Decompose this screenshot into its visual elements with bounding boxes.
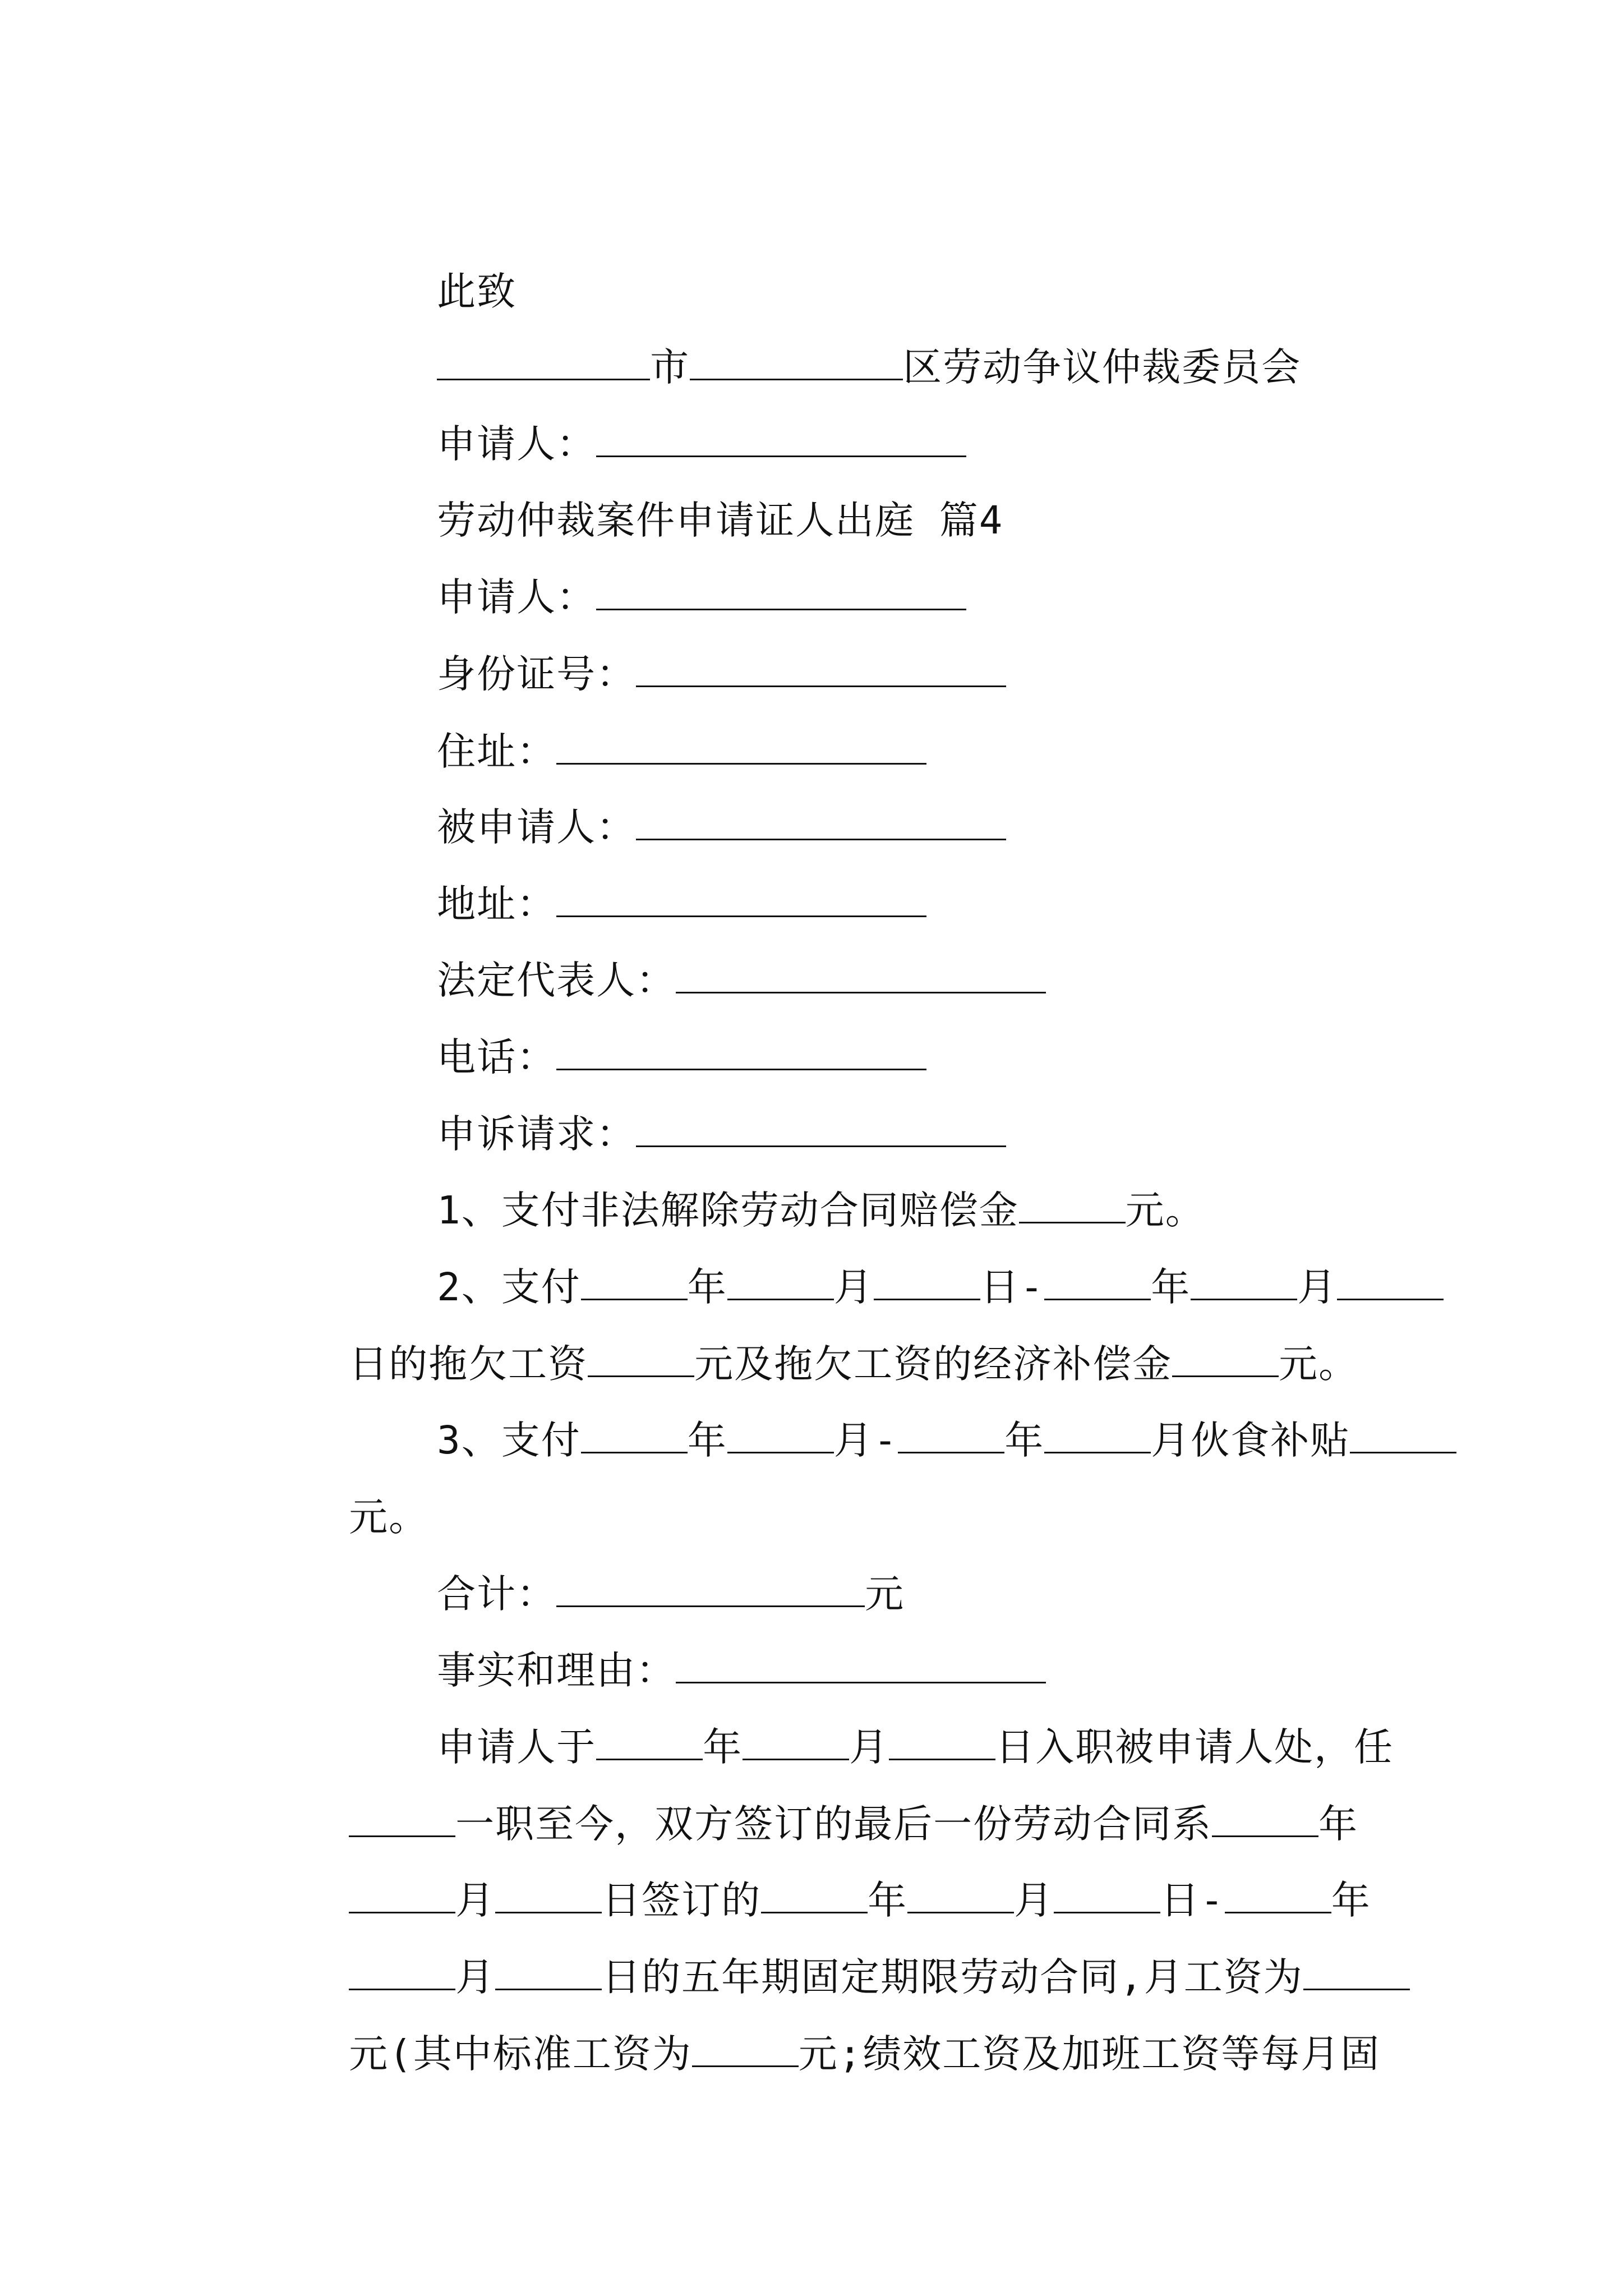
claim-text: 元。	[1279, 1342, 1359, 1387]
field-label: 住址：	[437, 729, 557, 774]
facts-text: 元;绩效工资及加班工资等每月固	[798, 2032, 1381, 2077]
claim-text: 元。	[1125, 1188, 1205, 1233]
date-blank[interactable]	[581, 1418, 688, 1453]
claim-text: 1、支付非法解除劳动合同赔偿金	[437, 1188, 1019, 1233]
facts-text: 一职至今，双方签订的最后一份劳动合同系	[455, 1802, 1212, 1847]
section-title-text: 劳动仲裁案件申请证人出庭 篇4	[437, 498, 1004, 543]
facts-label: 事实和理由：	[437, 1648, 676, 1693]
claim-2-line-1	[339, 1203, 1444, 1310]
applicant-sign-line	[339, 360, 966, 467]
applicant-sign-label: 申请人：	[437, 422, 597, 467]
closing-line	[339, 208, 517, 314]
claim-text: 月-	[833, 1418, 898, 1463]
facts-text: 年	[1331, 1878, 1371, 1923]
section-title	[339, 436, 1004, 543]
claim-3-line-1	[339, 1356, 1456, 1463]
claim-text: 年	[687, 1418, 727, 1463]
field-label: 申请人：	[437, 575, 597, 620]
field-label: 被申请人：	[437, 805, 637, 850]
field-address	[339, 668, 926, 774]
committee-suffix: 区劳动争议仲裁委员会	[903, 345, 1302, 390]
committee-line	[339, 283, 1302, 390]
claim-text: 月伙食补贴	[1151, 1418, 1350, 1463]
total-label: 合计：	[437, 1572, 557, 1617]
field-id-number	[339, 590, 1006, 697]
total-unit: 元	[865, 1572, 905, 1617]
date-blank[interactable]	[1044, 1418, 1151, 1453]
claim-text: 2、支付	[437, 1265, 581, 1310]
facts-text: 日-	[1160, 1878, 1225, 1923]
field-applicant	[339, 513, 966, 620]
facts-text: 年	[1318, 1802, 1359, 1847]
facts-text: 月	[849, 1725, 889, 1770]
claim-2-line-2	[251, 1280, 1359, 1387]
total-line	[339, 1510, 905, 1617]
amount-blank[interactable]	[692, 2032, 799, 2067]
field-respondent	[339, 743, 1006, 850]
claim-text: 年	[687, 1265, 727, 1310]
claim-text: 月	[833, 1265, 874, 1310]
claim-text: 年	[1004, 1418, 1045, 1463]
claim-text: 日的拖欠工资	[349, 1342, 588, 1387]
facts-text: 元(其中标准工资为	[349, 2032, 692, 2077]
field-claims	[339, 1050, 1006, 1157]
facts-text: 年	[703, 1725, 743, 1770]
field-label: 身份证号：	[437, 652, 637, 697]
claim-text: 元及拖欠工资的经济补偿金	[694, 1342, 1173, 1387]
facts-text: 日签订的	[602, 1878, 762, 1923]
facts-text: 日的五年期固定期限劳动合同,月工资为	[602, 1955, 1303, 2000]
facts-label-line	[339, 1586, 1046, 1693]
field-label: 地址：	[437, 882, 557, 927]
facts-text: 申请人于	[437, 1725, 597, 1770]
closing-text: 此致	[437, 269, 517, 314]
field-label: 法定代表人：	[437, 958, 676, 1003]
facts-line-5	[251, 1970, 1381, 2077]
claim-text: 年	[1151, 1265, 1191, 1310]
field-phone	[339, 973, 926, 1080]
date-blank[interactable]	[727, 1418, 834, 1453]
field-label: 电话：	[437, 1035, 557, 1080]
facts-text: 月	[455, 1878, 496, 1923]
city-suffix: 市	[650, 345, 690, 390]
facts-text: 日入职被申请人处，任	[995, 1725, 1394, 1770]
facts-text: 月	[1014, 1878, 1054, 1923]
field-label: 申诉请求：	[437, 1112, 637, 1157]
date-blank[interactable]	[898, 1418, 1004, 1453]
facts-text: 月	[455, 1955, 496, 2000]
claim-3-line-2	[251, 1433, 429, 1540]
field-respondent-address	[339, 820, 926, 927]
facts-line-2	[251, 1740, 1359, 1847]
facts-line-3	[251, 1816, 1371, 1923]
facts-line-1	[339, 1663, 1394, 1770]
facts-text: 年	[868, 1878, 908, 1923]
claim-text: 3、支付	[437, 1418, 581, 1463]
field-legal-rep	[339, 896, 1046, 1003]
facts-line-4	[251, 1893, 1410, 2000]
amount-blank[interactable]	[1350, 1418, 1456, 1453]
claim-text: 元。	[349, 1495, 429, 1540]
claim-text: 日-	[980, 1265, 1045, 1310]
claim-1	[339, 1126, 1205, 1233]
claim-text: 月	[1297, 1265, 1338, 1310]
